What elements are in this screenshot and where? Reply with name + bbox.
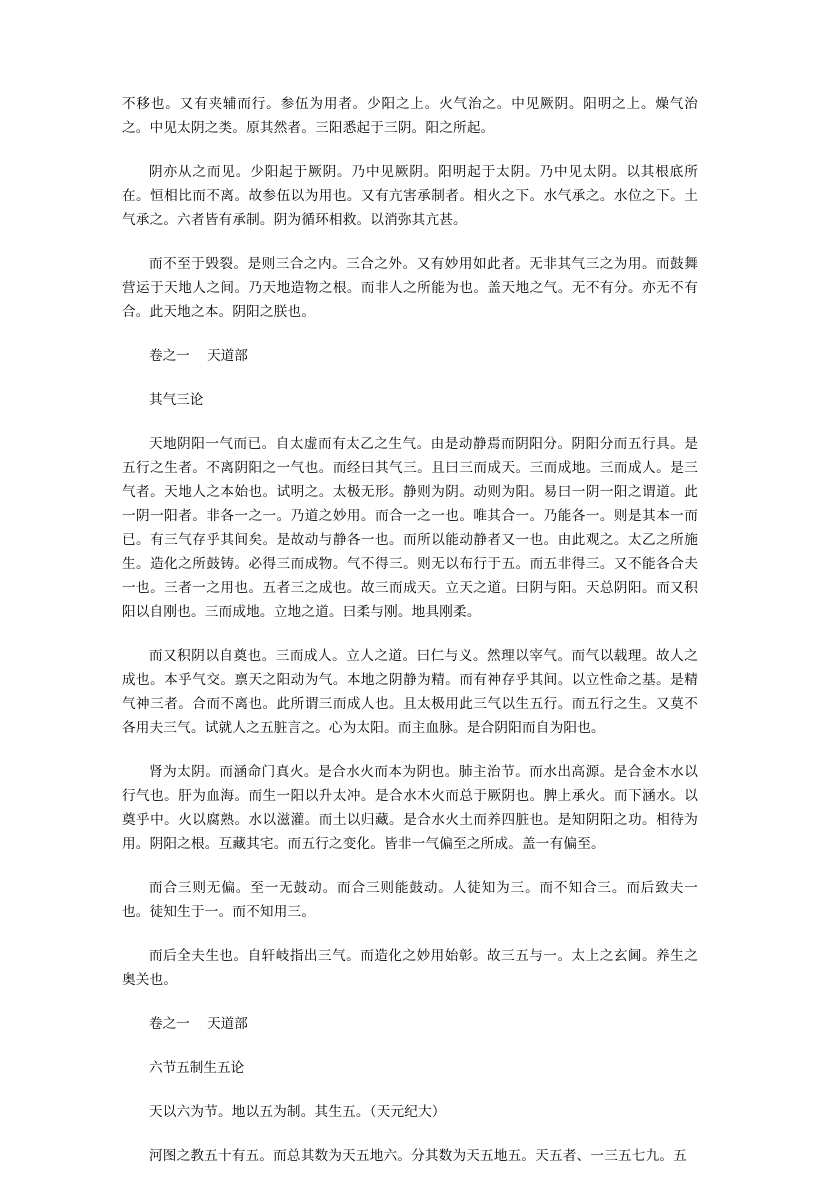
paragraph-3: 而不至于毁裂。是则三合之内。三合之外。又有妙用如此者。无非其气三之为用。而鼓舞营运于天地人之间。乃天地造物之根。而非人之所能为也。盖天地之气。无不有分。亦无不有合。此天地之本。阴阳之朕也。 <box>122 256 698 320</box>
section-title-qi-san-lun: 其气三论 <box>149 392 204 408</box>
section-heading-volume-1: 卷之一 天道部 <box>149 348 248 364</box>
paragraph-6: 肾为太阴。而涵命门真火。是合水火而本为阴也。肺主治节。而水出高源。是合金木水以行气也。肝为血海。而生一阳以升太冲。是合水木火而总于厥阴也。脾上承火。而下涵水。以奠乎中。火以腐熟。水以滋灌。而土以归藏。是合水火土而养四脏也。是知阴阳之功。相待为用。阴阳之根。互藏其宅。而五行之变化。皆非一气偏至之所成。盖一有偏至。 <box>122 764 698 852</box>
paragraph-2: 阴亦从之而见。少阳起于厥阴。乃中见厥阴。阳明起于太阴。乃中见太阴。以其根底所在。恒相比而不离。故参伍以为用也。又有亢害承制者。相火之下。水气承之。水位之下。土气承之。六者皆有承制。阴为循环相救。以消弥其亢甚。 <box>122 164 698 228</box>
paragraph-9: 天以六为节。地以五为制。其生五。（天元纪大） <box>149 1104 446 1120</box>
paragraph-4: 天地阴阳一气而已。自太虚而有太乙之生气。由是动静焉而阴阳分。阴阳分而五行具。是五行之生者。不离阴阳之一气也。而经曰其气三。且曰三而成天。三而成地。三而成人。是三气者。天地人之本始也。试明之。太极无形。静则为阴。动则为阳。易曰一阴一阳之谓道。此一阴一阳者。非各一之一。乃道之妙用。而合一之一也。唯其合一。乃能各一。则是其本一而已。有三气存乎其间矣。是故动与静各一也。而所以能动静者又一也。由此观之。太乙之所施生。造化之所鼓铸。必得三而成物。气不得三。则无以布行于五。而五非得三。又不能各合夫一也。三者一之用也。五者三之成也。故三而成天。立天之道。曰阴与阳。天总阴阳。而又积阳以自刚也。三而成地。立地之道。曰柔与刚。地具刚柔。 <box>122 436 698 620</box>
paragraph-10: 河图之教五十有五。而总其数为天五地六。分其数为天五地五。天五者、一三五七九。五 <box>149 1148 687 1164</box>
paragraph-7: 而合三则无偏。至一无鼓动。而合三则能鼓动。人徒知为三。而不知合三。而后致夫一也。徒知生于一。而不知用三。 <box>122 880 698 920</box>
document-page <box>122 92 698 1188</box>
paragraph-8: 而后全夫生也。自轩岐指出三气。而造化之妙用始彰。故三五与一。太上之玄阃。养生之奥关也。 <box>122 948 698 988</box>
section-heading-volume-1-b: 卷之一 天道部 <box>149 1016 248 1032</box>
paragraph-1: 不移也。又有夹辅而行。参伍为用者。少阳之上。火气治之。中见厥阴。阳明之上。燥气治之。中见太阴之类。原其然者。三阳悉起于三阴。阳之所起。 <box>122 96 698 136</box>
section-title-liu-jie-wu-zhi: 六节五制生五论 <box>149 1060 245 1076</box>
paragraph-5: 而又积阴以自奠也。三而成人。立人之道。曰仁与义。然理以宰气。而气以载理。故人之成也。本乎气交。禀天之阳动为气。本地之阴静为精。而有神存乎其间。以立性命之基。是精气神三者。合而不离也。此所谓三而成人也。且太极用此三气以生五行。而五行之生。又莫不各用夫三气。试就人之五脏言之。心为太阳。而主血脉。是合阴阳而自为阳也。 <box>122 648 698 736</box>
